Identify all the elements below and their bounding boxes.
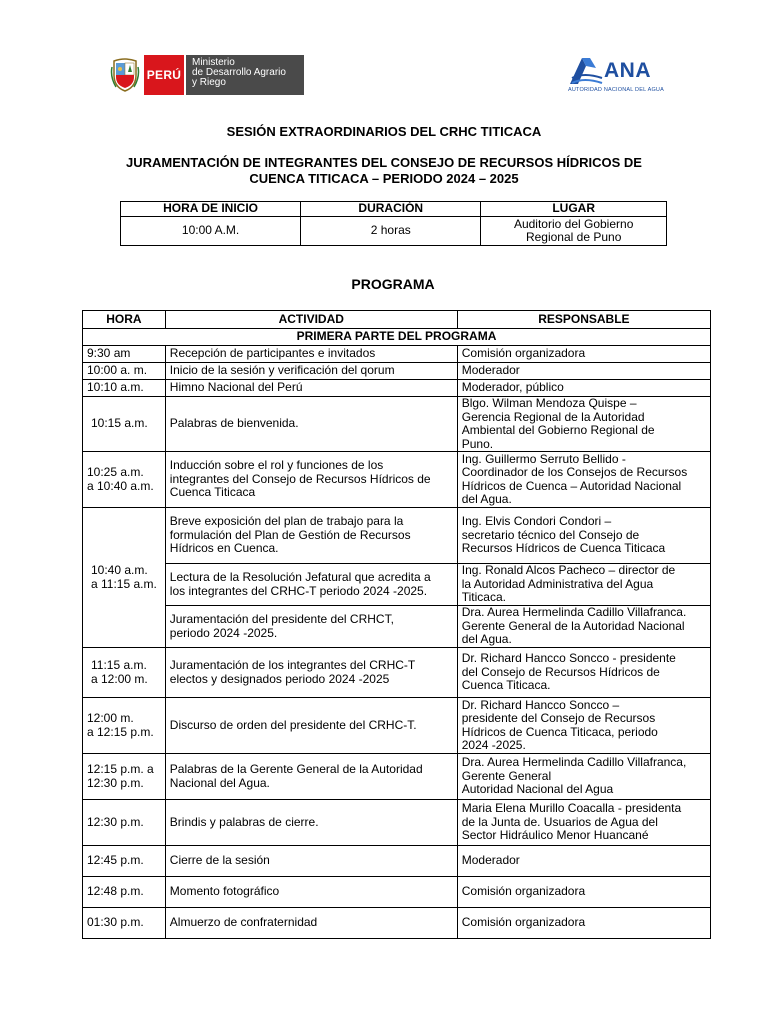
cell-hora: 10:25 a.m. a 10:40 a.m. (83, 452, 166, 508)
cell-responsable: Comisión organizadora (457, 908, 710, 939)
info-header-lugar: LUGAR (481, 202, 667, 217)
table-row (83, 846, 711, 877)
program-table (82, 310, 711, 939)
table-row (83, 877, 711, 908)
table-row (83, 452, 711, 508)
cell-actividad: Palabras de bienvenida. (165, 397, 457, 452)
header-hora: HORA (83, 311, 166, 329)
table-row (83, 508, 711, 564)
header-actividad: ACTIVIDAD (165, 311, 457, 329)
table-row (83, 346, 711, 363)
ministry-name: Ministerio de Desarrollo Agrario y Riego (184, 55, 304, 95)
table-row (83, 363, 711, 380)
cell-actividad: Momento fotográfico (165, 877, 457, 908)
info-hora: 10:00 A.M. (121, 217, 301, 246)
cell-actividad: Himno Nacional del Perú (165, 380, 457, 397)
info-header-hora: HORA DE INICIO (121, 202, 301, 217)
cell-hora: 12:48 p.m. (83, 877, 166, 908)
cell-actividad: Discurso de orden del presidente del CRHC-T. (165, 698, 457, 754)
cell-actividad: Almuerzo de confraternidad (165, 908, 457, 939)
cell-actividad: Recepción de participantes e invitados (165, 346, 457, 363)
ana-logo (568, 52, 664, 98)
cell-actividad: Juramentación de los integrantes del CRHC-T electos y designados periodo 2024 -2025 (165, 648, 457, 698)
cell-responsable: Comisión organizadora (457, 877, 710, 908)
cell-hora: 9:30 am (83, 346, 166, 363)
info-duracion: 2 horas (301, 217, 481, 246)
table-row (83, 648, 711, 698)
info-table (120, 201, 667, 246)
cell-actividad: Juramentación del presidente del CRHCT, periodo 2024 -2025. (165, 606, 457, 648)
cell-responsable: Dr. Richard Hancco Soncco - presidente del Consejo de Recursos Hídricos de Cuenca Titicaca. (457, 648, 710, 698)
cell-hora: 10:00 a. m. (83, 363, 166, 380)
document-subtitle: JURAMENTACIÓN DE INTEGRANTES DEL CONSEJO DE RECURSOS HÍDRICOS DE CUENCA TITICACA – PERIODO 2024 – 2025 (126, 155, 642, 186)
cell-responsable: Dra. Aurea Hermelinda Cadillo Villafranca. Gerente General de la Autoridad Nacional del Agua. (457, 606, 710, 648)
cell-responsable: Ing. Ronald Alcos Pacheco – director de la Autoridad Administrativa del Agua Titicaca. (457, 564, 710, 606)
ana-name: ANA (604, 59, 651, 82)
cell-hora: 12:45 p.m. (83, 846, 166, 877)
header-responsable: RESPONSABLE (457, 311, 710, 329)
cell-hora: 11:15 a.m. a 12:00 m. (83, 648, 166, 698)
cell-responsable: Maria Elena Murillo Coacalla - presidenta de la Junta de. Usuarios de Agua del Sector Hidráulico Menor Huancané (457, 800, 710, 846)
peru-label: PERÚ (144, 55, 184, 95)
table-row (83, 698, 711, 754)
cell-hora: 12:00 m. a 12:15 p.m. (83, 698, 166, 754)
cell-responsable: Comisión organizadora (457, 346, 710, 363)
cell-hora: 01:30 p.m. (83, 908, 166, 939)
cell-hora: 12:30 p.m. (83, 800, 166, 846)
cell-responsable: Dra. Aurea Hermelinda Cadillo Villafranca, Gerente General Autoridad Nacional del Agua (457, 754, 710, 800)
cell-actividad: Lectura de la Resolución Jefatural que acredita a los integrantes del CRHC-T periodo 2024 -2025. (165, 564, 457, 606)
peru-coat-of-arms-icon (108, 55, 142, 95)
cell-actividad: Palabras de la Gerente General de la Autoridad Nacional del Agua. (165, 754, 457, 800)
document-title: SESIÓN EXTRAORDINARIOS DEL CRHC TITICACA (226, 124, 542, 139)
cell-actividad: Inducción sobre el rol y funciones de los integrantes del Consejo de Recursos Hídricos de Cuenca Titicaca (165, 452, 457, 508)
programa-title: PROGRAMA (351, 276, 435, 292)
cell-responsable: Moderador, público (457, 380, 710, 397)
cell-hora: 10:40 a.m. a 11:15 a.m. (83, 508, 166, 648)
ministry-logo (108, 55, 304, 95)
program-rows (83, 346, 711, 939)
cell-hora: 10:10 a.m. (83, 380, 166, 397)
table-row (83, 564, 711, 606)
cell-responsable: Ing. Guillermo Serruto Bellido - Coordinador de los Consejos de Recursos Hídricos de Cuenca – Autoridad Nacional del Agua. (457, 452, 710, 508)
cell-actividad: Brindis y palabras de cierre. (165, 800, 457, 846)
ana-wave-icon (568, 54, 604, 88)
cell-responsable: Moderador (457, 363, 710, 380)
table-row (83, 754, 711, 800)
table-row (83, 397, 711, 452)
cell-hora: 10:15 a.m. (83, 397, 166, 452)
table-row (83, 908, 711, 939)
cell-actividad: Inicio de la sesión y verificación del qorum (165, 363, 457, 380)
cell-responsable: Ing. Elvis Condori Condori – secretario técnico del Consejo de Recursos Hídricos de Cuenca Titicaca (457, 508, 710, 564)
table-row (83, 380, 711, 397)
info-lugar: Auditorio del Gobierno Regional de Puno (481, 217, 667, 246)
cell-hora: 12:15 p.m. a 12:30 p.m. (83, 754, 166, 800)
info-header-duracion: DURACIÓN (301, 202, 481, 217)
table-row (83, 800, 711, 846)
cell-responsable: Dr. Richard Hancco Soncco – presidente del Consejo de Recursos Hídricos de Cuenca Titicaca, periodo 2024 -2025. (457, 698, 710, 754)
cell-actividad: Cierre de la sesión (165, 846, 457, 877)
ana-subtitle: AUTORIDAD NACIONAL DEL AGUA (568, 87, 664, 93)
cell-responsable: Moderador (457, 846, 710, 877)
cell-actividad: Breve exposición del plan de trabajo para la formulación del Plan de Gestión de Recursos Hídricos en Cuenca. (165, 508, 457, 564)
cell-responsable: Blgo. Wilman Mendoza Quispe – Gerencia Regional de la Autoridad Ambiental del Gobierno Regional de Puno. (457, 397, 710, 452)
section-header: PRIMERA PARTE DEL PROGRAMA (83, 329, 711, 346)
table-row (83, 606, 711, 648)
